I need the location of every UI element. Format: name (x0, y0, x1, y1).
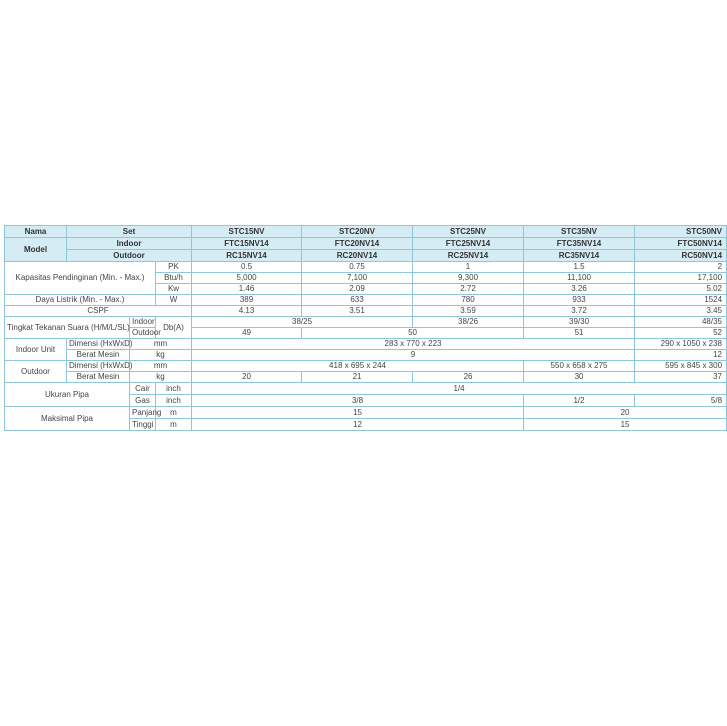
row-cspf (5, 306, 727, 317)
row-indoor-dimensi (5, 339, 727, 350)
row-kapasitas-pk (5, 262, 727, 273)
header-outdoor-5: RC50NV14 (635, 250, 727, 262)
header-set-5: STC50NV (635, 226, 727, 238)
header-row-indoor (5, 238, 727, 250)
header-set: Set (67, 226, 192, 238)
maks-label: Maksimal Pipa (5, 407, 130, 431)
cell: 3.72 (524, 306, 635, 317)
cell: 1524 (635, 295, 727, 306)
header-set-2: STC20NV (302, 226, 413, 238)
cell: 550 x 658 x 275 (524, 361, 635, 372)
unit-w: W (156, 295, 192, 306)
suara-indoor-label: Indoor (130, 317, 156, 328)
cell: 0.75 (302, 262, 413, 273)
cell: 3.26 (524, 284, 635, 295)
cell: 17,100 (635, 273, 727, 284)
suara-label: Tingkat Tekanan Suara (H/M/L/SL) (5, 317, 130, 339)
header-indoor-2: FTC20NV14 (302, 238, 413, 250)
cell: 5.02 (635, 284, 727, 295)
pipa-cair-label: Cair (130, 383, 156, 395)
cell: 2 (635, 262, 727, 273)
cell: 290 x 1050 x 238 (635, 339, 727, 350)
cell: 15 (192, 407, 524, 419)
outdoor-unit-label: Outdoor (5, 361, 67, 383)
cell: 283 x 770 x 223 (192, 339, 635, 350)
cell: 1/2 (524, 395, 635, 407)
cell: 2.09 (302, 284, 413, 295)
unit-mm: mm (130, 339, 192, 350)
header-set-4: STC35NV (524, 226, 635, 238)
header-outdoor-2: RC20NV14 (302, 250, 413, 262)
header-indoor-3: FTC25NV14 (413, 238, 524, 250)
row-outdoor-berat (5, 372, 727, 383)
row-suara-indoor (5, 317, 727, 328)
cell: 38/25 (192, 317, 413, 328)
cell: 9,300 (413, 273, 524, 284)
cell: 5,000 (192, 273, 302, 284)
cell: 1/4 (192, 383, 727, 395)
daya-label: Daya Listrik (Min. - Max.) (5, 295, 156, 306)
cell: 5/8 (635, 395, 727, 407)
header-outdoor-3: RC25NV14 (413, 250, 524, 262)
maks-tinggi-label: Tinggi (130, 419, 156, 431)
header-indoor-4: FTC35NV14 (524, 238, 635, 250)
header-indoor-5: FTC50NV14 (635, 238, 727, 250)
cell: 1.5 (524, 262, 635, 273)
header-set-1: STC15NV (192, 226, 302, 238)
cell: 780 (413, 295, 524, 306)
cell: 48/35 (635, 317, 727, 328)
cell: 4.13 (192, 306, 302, 317)
unit-kg: kg (130, 350, 192, 361)
unit-dba: Db(A) (156, 317, 192, 339)
outdoor-berat-label: Berat Mesin (67, 372, 130, 383)
cell: 2.72 (413, 284, 524, 295)
cell: 11,100 (524, 273, 635, 284)
cell: 20 (192, 372, 302, 383)
row-pipa-cair (5, 383, 727, 395)
cell: 933 (524, 295, 635, 306)
indoor-berat-label: Berat Mesin (67, 350, 130, 361)
cell: 3.45 (635, 306, 727, 317)
cell: 20 (524, 407, 727, 419)
cell: 26 (413, 372, 524, 383)
row-daya (5, 295, 727, 306)
row-maks-panjang (5, 407, 727, 419)
unit-mm: mm (130, 361, 192, 372)
outdoor-dimensi-label: Dimensi (HxWxD) (67, 361, 130, 372)
header-indoor-1: FTC15NV14 (192, 238, 302, 250)
header-nama: Nama (5, 226, 67, 238)
unit-kw: Kw (156, 284, 192, 295)
cell: 7,100 (302, 273, 413, 284)
cell: 3.59 (413, 306, 524, 317)
kapasitas-label: Kapasitas Pendinginan (Min. - Max.) (5, 262, 156, 295)
unit-pk: PK (156, 262, 192, 273)
cell: 49 (192, 328, 302, 339)
indoor-dimensi-label: Dimensi (HxWxD) (67, 339, 130, 350)
header-row-set (5, 226, 727, 238)
header-row-outdoor (5, 250, 727, 262)
cell: 37 (635, 372, 727, 383)
maks-panjang-label: Panjang (130, 407, 156, 419)
unit-m: m (156, 419, 192, 431)
pipa-gas-label: Gas (130, 395, 156, 407)
cell: 3.51 (302, 306, 413, 317)
spec-table (4, 225, 727, 431)
header-outdoor-4: RC35NV14 (524, 250, 635, 262)
cell: 389 (192, 295, 302, 306)
cell: 51 (524, 328, 635, 339)
row-indoor-berat (5, 350, 727, 361)
cell: 3/8 (192, 395, 524, 407)
unit-m: m (156, 407, 192, 419)
unit-btu: Btu/h (156, 273, 192, 284)
cell: 15 (524, 419, 727, 431)
cell: 0.5 (192, 262, 302, 273)
cell: 418 x 695 x 244 (192, 361, 524, 372)
cell: 12 (192, 419, 524, 431)
cspf-label: CSPF (5, 306, 192, 317)
cell: 12 (635, 350, 727, 361)
suara-outdoor-label: Outdoor (130, 328, 156, 339)
indoor-unit-label: Indoor Unit (5, 339, 67, 361)
header-outdoor: Outdoor (67, 250, 192, 262)
header-outdoor-1: RC15NV14 (192, 250, 302, 262)
unit-kg: kg (130, 372, 192, 383)
cell: 633 (302, 295, 413, 306)
cell: 52 (635, 328, 727, 339)
cell: 30 (524, 372, 635, 383)
cell: 38/26 (413, 317, 524, 328)
unit-inch: inch (156, 383, 192, 395)
header-model: Model (5, 238, 67, 262)
cell: 9 (192, 350, 635, 361)
header-set-3: STC25NV (413, 226, 524, 238)
cell: 39/30 (524, 317, 635, 328)
pipa-label: Ukuran Pipa (5, 383, 130, 407)
cell: 1 (413, 262, 524, 273)
cell: 1.46 (192, 284, 302, 295)
row-outdoor-dimensi (5, 361, 727, 372)
unit-inch: inch (156, 395, 192, 407)
cell: 21 (302, 372, 413, 383)
cell: 595 x 845 x 300 (635, 361, 727, 372)
cell: 50 (302, 328, 524, 339)
header-indoor: Indoor (67, 238, 192, 250)
